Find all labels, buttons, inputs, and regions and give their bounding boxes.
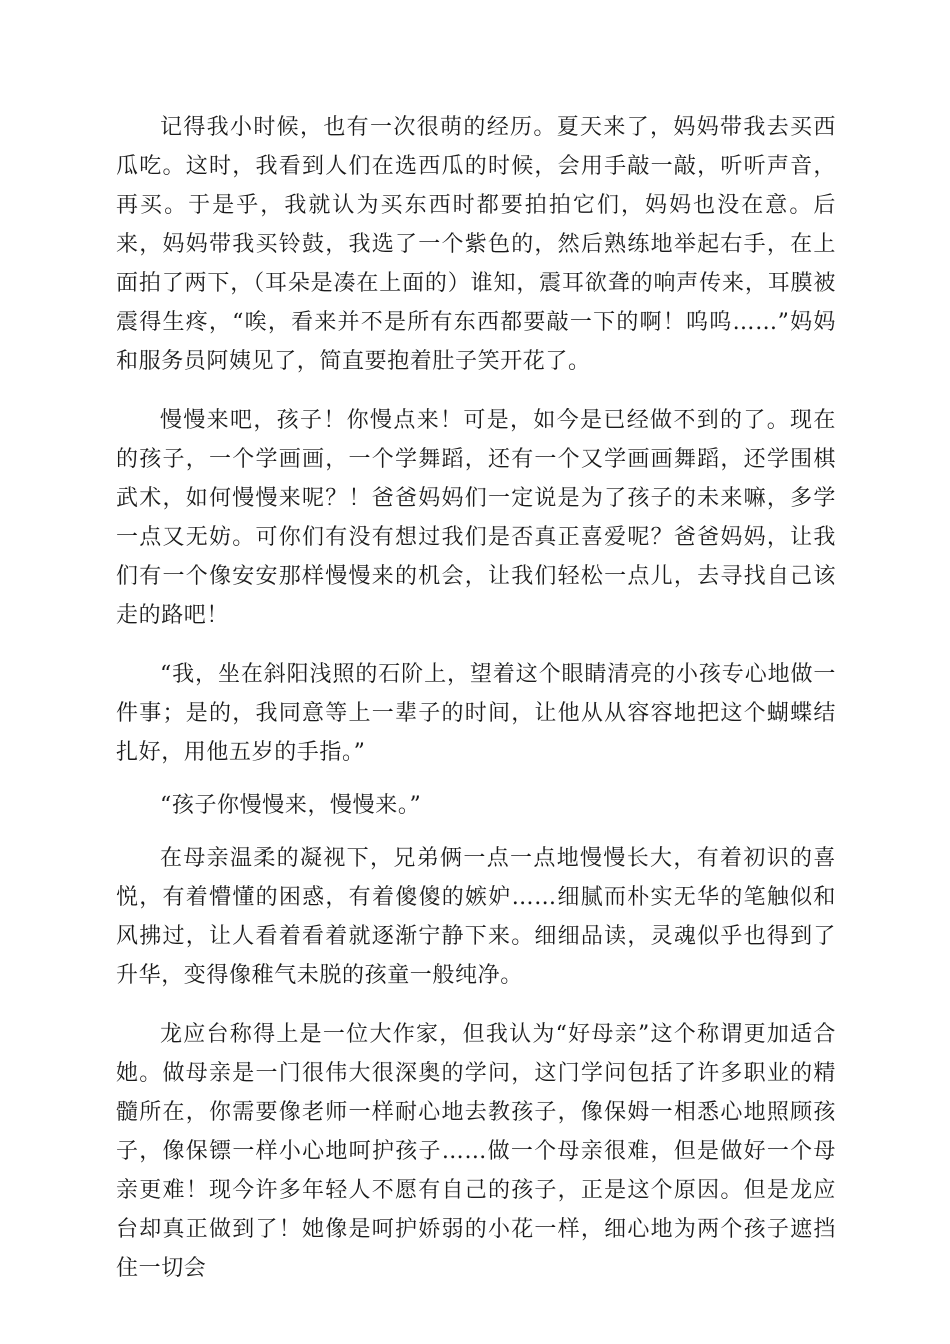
article-body <box>116 108 836 1308</box>
paragraph-good-mother: 龙应台称得上是一位大作家，但我认为“好母亲”这个称谓更加适合她。做母亲是一门很伟大很深奥的学问，这门学问包括了许多职业的精髓所在，你需要像老师一样耐心地去教孩子，像保姆一相悉心地照顾孩子，像保镖一样小心地呵护孩子……做一个母亲很难，但是做好一个母亲更难！现今许多年轻人不愿有自己的孩子，正是这个原因。但是龙应台却真正做到了！她像是呵护娇弱的小花一样，细心地为两个孩子遮挡住一切会 <box>116 1022 836 1281</box>
paragraph-slow-down: 慢慢来吧，孩子！你慢点来！可是，如今是已经做不到的了。现在的孩子，一个学画画，一个学舞蹈，还有一个又学画画舞蹈，还学围棋武术，如何慢慢来呢？！爸爸妈妈们一定说是为了孩子的未来嘛，多学一点又无妨。可你们有没有想过我们是否真正喜爱呢？爸爸妈妈，让我们有一个像安安那样慢慢来的机会，让我们轻松一点儿，去寻找自己该走的路吧！ <box>116 408 836 628</box>
paragraph-quote-stone-steps: “我，坐在斜阳浅照的石阶上，望着这个眼睛清亮的小孩专心地做一件事；是的，我同意等上一辈子的时间，让他从从容容地把这个蝴蝶结扎好，用他五岁的手指。” <box>116 662 836 765</box>
paragraph-childhood-story: 记得我小时候，也有一次很萌的经历。夏天来了，妈妈带我去买西瓜吃。这时，我看到人们在选西瓜的时候，会用手敲一敲，听听声音，再买。于是乎，我就认为买东西时都要拍拍它们，妈妈也没在意。后来，妈妈带我买铃鼓，我选了一个紫色的，然后熟练地举起右手，在上面拍了两下，（耳朵是凑在上面的）谁知，震耳欲聋的响声传来，耳膜被震得生疼，“唉，看来并不是所有东西都要敲一下的啊！呜呜……”妈妈和服务员阿姨见了，简直要抱着肚子笑开花了。 <box>116 115 836 374</box>
paragraph-quote-take-your-time: “孩子你慢慢来，慢慢来。” <box>160 793 422 818</box>
paragraph-mothers-gaze: 在母亲温柔的凝视下，兄弟俩一点一点地慢慢长大，有着初识的喜悦，有着懵懂的困惑，有着傻傻的嫉妒……细腻而朴实无华的笔触似和风拂过，让人看着看着就逐渐宁静下来。细细品读，灵魂似乎也得到了升华，变得像稚气未脱的孩童一般纯净。 <box>116 846 836 988</box>
